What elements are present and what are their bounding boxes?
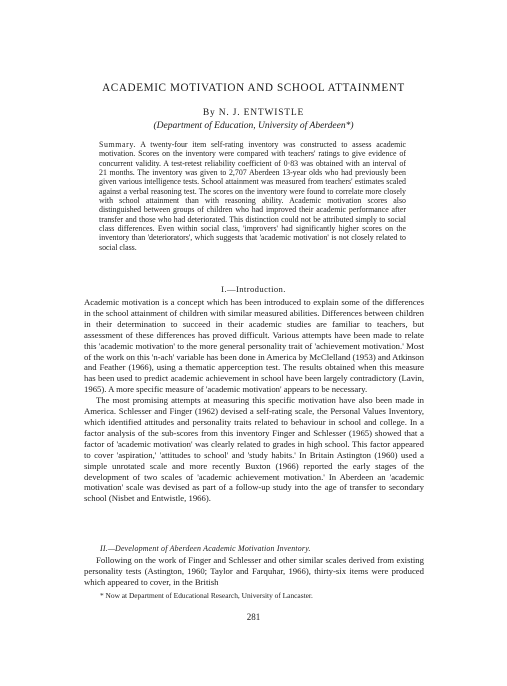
abstract-label: Summary. (99, 140, 136, 149)
paragraph: The most promising attempts at measuring this specific motivation have also been made in America. Schlesser and Finger (1962) devised a self-rating scale, the Personal Values Inventory, which identified attitudes and personality traits related to behaviour in school and college. In a factor analysis of the sub-scores from this inventory Finger and Schlesser (1965) showed that a factor of 'academic motivation' was clearly related to grades in high school. This factor appeared to cover 'aspiration,' 'attitudes to school' and 'study habits.' In Britain Astington (1960) used a simple unrotated scale and more recently Buxton (1966) reported the early stages of the development of two scales of 'academic achievement motivation.' In Aberdeen an 'academic motivation' scale was devised as part of a follow-up study into the age of transfer to secondary school (Nisbet and Entwistle, 1966). (84, 395, 424, 504)
footnote: * Now at Department of Educational Research, University of Lancaster. (100, 591, 313, 600)
article-author: By N. J. ENTWISTLE (202, 108, 305, 118)
section-heading-introduction: I.—Introduction. (221, 284, 286, 294)
abstract-text: A twenty-four item self-rating inventory was constructed to assess academic motivation. Scores on the inventory were compared with teachers' ratings to give evidence of concurrent validity. A test-retest reliability coefficient of 0·83 was obtained with an interval of 21 months. The inventory was given to 2,707 Aberdeen 13-year olds who had previously been given various intelligence tests. School attainment was measured from teachers' estimates scaled against a verbal reasoning test. The scores on the inventory were found to correlate more closely with school attainment than with reasoning ability. Academic motivation scores also distinguished between groups of children who had improved their academic performance after transfer and those who had deteriorated. This distinction could not be attributed simply to social class differences. Even within social class, 'improvers' had significantly higher scores on the inventory than 'deteriorators', which suggests that 'academic motivation' is not closely related to social class. (99, 140, 406, 252)
paragraph: Following on the work of Finger and Schlesser and other similar scales derived from existing personality tests (Astington, 1960; Taylor and Farquhar, 1966), thirty-six items were produced which appeared to cover, in the British (84, 555, 424, 587)
abstract (99, 140, 406, 252)
section-introduction-body (84, 297, 424, 504)
page-number: 281 (246, 612, 261, 622)
author-affiliation: (Department of Education, University of Aberdeen*) (153, 121, 354, 131)
paragraph: Academic motivation is a concept which has been introduced to explain some of the differences in the school attainment of children with similar measured abilities. Differences between children in their determination to succeed in their academic studies are familiar to teachers, but assessment of these differences has proved difficult. Various attempts have been made to relate this 'academic motivation' to the more general personality trait of 'achievement motivation.' Most of the work on this 'n-ach' variable has been done in America by McClelland (1953) and Atkinson and Feather (1966), using a thematic apperception test. The results obtained when this measure has been used to predict academic achievement in school have been largely contradictory (Lavin, 1965). A more specific measure of 'academic motivation' appears to be necessary. (84, 297, 424, 395)
section-development-body (84, 555, 424, 588)
article-title: ACADEMIC MOTIVATION AND SCHOOL ATTAINMENT (102, 82, 405, 94)
section-heading-development: II.—Development of Aberdeen Academic Motivation Inventory. (100, 544, 311, 553)
